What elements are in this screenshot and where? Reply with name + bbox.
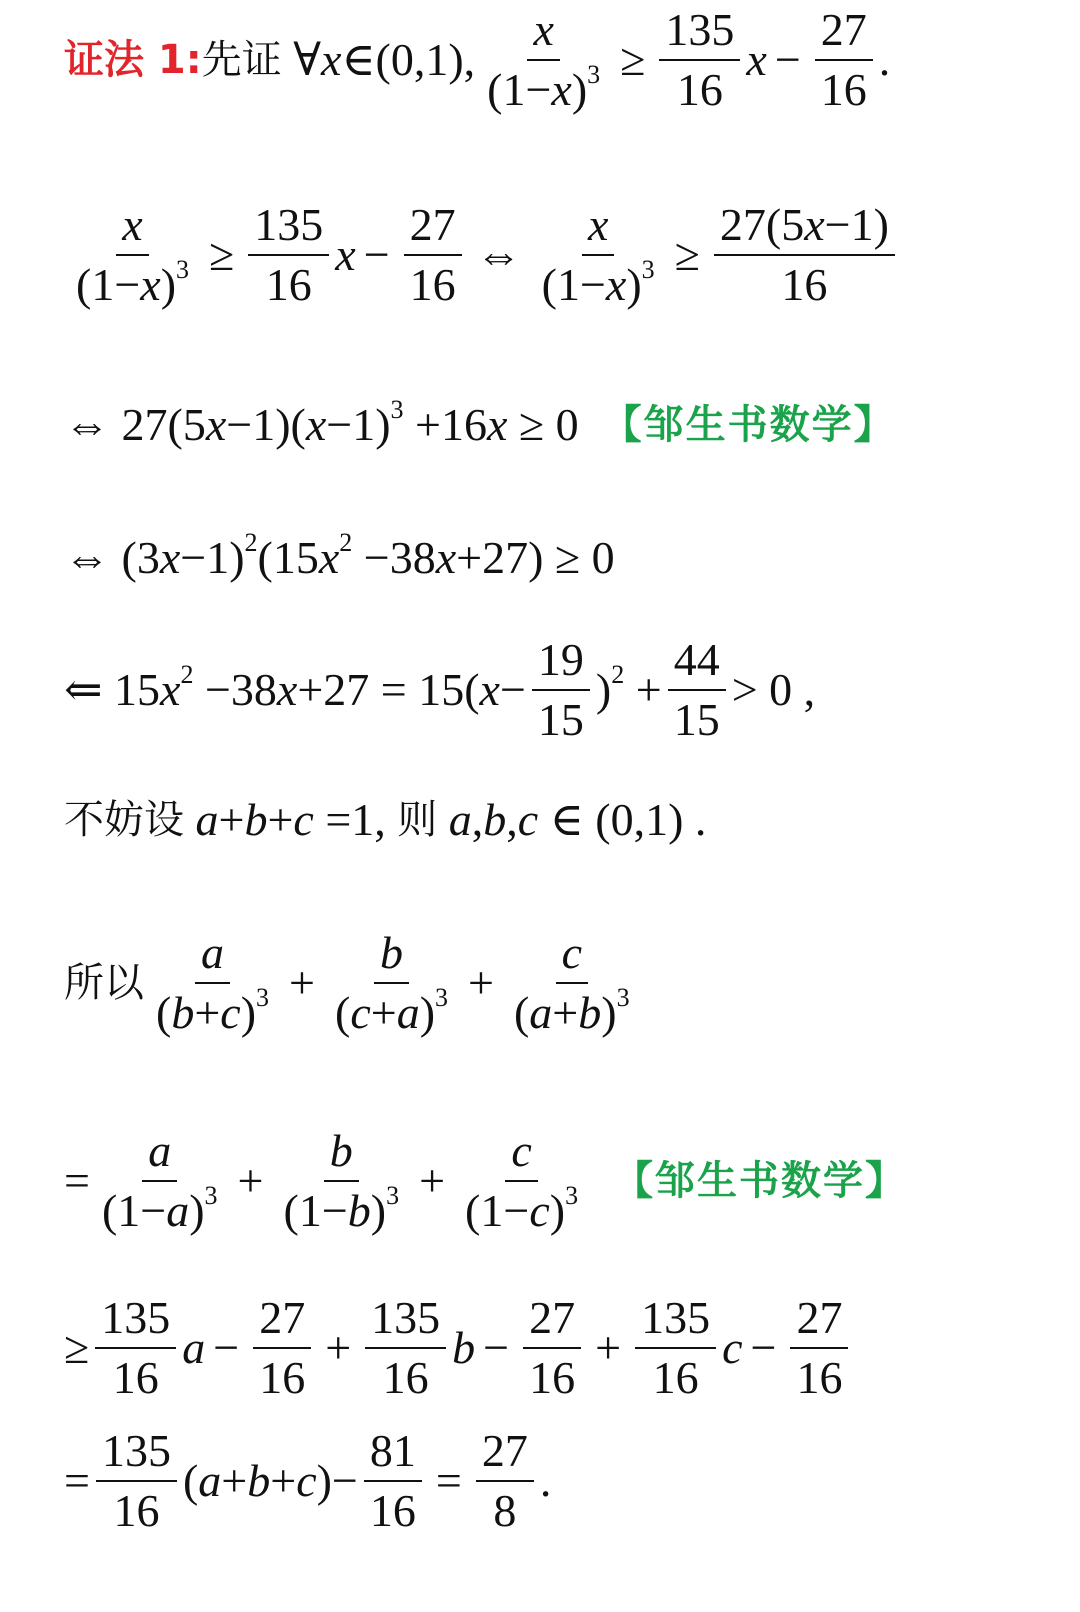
method-label: 证法 1: xyxy=(64,37,202,83)
claim-line: 证法 1: 先证 ∀x∈(0,1), $\frac{x}{(1-x)^3}$ ≥ $\frac{135}{16}$ x − $\frac{27}{16}$ . xyxy=(64,4,891,115)
intro-text: 先证 xyxy=(201,37,282,83)
substitution-line: = $\frac{a}{(1-a)^3}$ + $\frac{b}{(1-b)^3}$ + $\frac{c}{(1-c)^3}$ 【邹生书数学】 xyxy=(64,1124,908,1236)
equivalence-line-2: ⇔ $27(5x-1)(x-1)^3 +16x \ge 0$ 【邹生书数学】 xyxy=(64,395,896,450)
result-line: = $\frac{135}{16}$ (a+b+c)− $\frac{81}{16}$ = $\frac{27}{8}$ . xyxy=(64,1424,552,1536)
inequality-line: ≥ $\frac{135}{16}$ a − $\frac{27}{16}$ + $\frac{135}{16}$ b − $\frac{27}{16}$ + $\frac{135}{16}$ c − $\frac{27}{16}$ xyxy=(64,1290,854,1405)
equivalence-line-1: $\frac{x}{(1-x)^3}$ ≥ $\frac{135}{16}$ x − $\frac{27}{16}$ ⇔ $\frac{x}{(1-x)^3}$ ≥ $\frac{27(5x-1)}{16}$ xyxy=(64,200,901,310)
sum-line: 所以 $\frac{a}{(b+c)^3}$ + $\frac{b}{(c+a)^3}$ + $\frac{c}{(a+b)^3}$ xyxy=(64,926,630,1038)
equivalence-line-3: ⇔ $(3x-1)^2(15x^2 -38x+27) \ge 0$ xyxy=(64,528,615,583)
quadratic-line: ⇐ $15x^2 -38x+27 = 15(x-$ $\frac{19}{15}$ )$^2$ + $\frac{44}{15}$ > 0 , xyxy=(64,633,816,745)
watermark-label: 【邹生书数学】 xyxy=(601,402,896,448)
assumption-line: 不妨设 a+b+c =1, 则 a,b,c ∈ (0,1) . xyxy=(64,794,707,845)
watermark-label: 【邹生书数学】 xyxy=(613,1157,908,1204)
